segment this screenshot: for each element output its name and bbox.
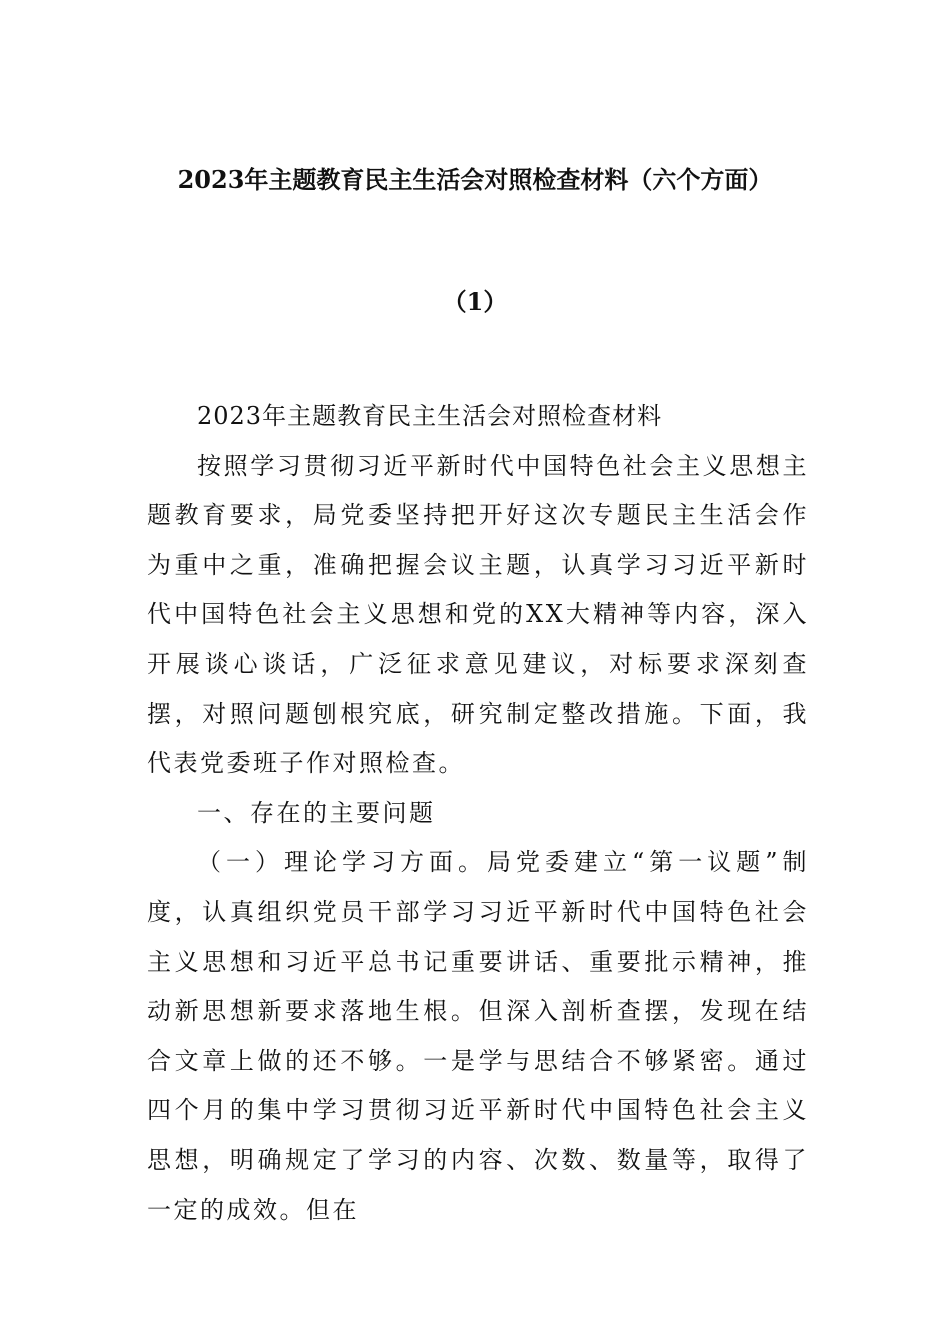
document-title: 2023年主题教育民主生活会对照检查材料（六个方面） xyxy=(177,165,773,194)
document-body xyxy=(147,392,809,1235)
body-heading-paragraph: 2023年主题教育民主生活会对照检查材料 xyxy=(197,402,663,430)
theory-study-paragraph: （一）理论学习方面。局党委建立“第一议题”制度，认真组织党员干部学习习近平新时代中国特色社会主义思想和习近平总书记重要讲话、重要批示精神，推动新思想新要求落地生根。但深入剖析查摆，发现在结合文章上做的还不够。一是学与思结合不够紧密。通过四个月的集中学习贯彻习近平新时代中国特色社会主义思想，明确规定了学习的内容、次数、数量等，取得了一定的成效。但在 xyxy=(147,848,809,1224)
document-subtitle: （1） xyxy=(442,287,508,316)
intro-paragraph: 按照学习贯彻习近平新时代中国特色社会主义思想主题教育要求，局党委坚持把开好这次专题民主生活会作为重中之重，准确把握会议主题，认真学习习近平新时代中国特色社会主义思想和党的XX大精神等内容，深入开展谈心谈话，广泛征求意见建议，对标要求深刻查摆，对照问题刨根究底，研究制定整改措施。下面，我代表党委班子作对照检查。 xyxy=(147,451,809,778)
section-heading: 一、存在的主要问题 xyxy=(197,798,436,827)
